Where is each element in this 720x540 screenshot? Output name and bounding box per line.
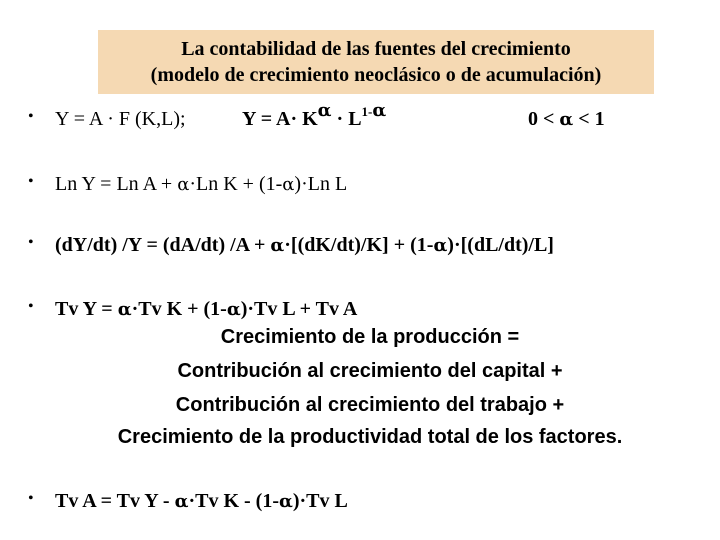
growth-eq-part-1: Tv Y = bbox=[55, 298, 118, 320]
log-eq-part-2: ·Ln K + (1- bbox=[189, 173, 283, 195]
tfp-eq-part-1: Tv A = Tv Y - bbox=[55, 490, 175, 512]
exponent-text: 1- bbox=[361, 104, 373, 119]
tfp-equation bbox=[55, 490, 348, 513]
bullet-2: • bbox=[28, 173, 34, 190]
alpha-symbol: α bbox=[282, 174, 295, 195]
bullet-3: • bbox=[28, 234, 34, 251]
range-left: 0 < bbox=[528, 108, 560, 130]
log-eq-part-1: Ln Y = Ln A + bbox=[55, 173, 178, 195]
growth-eq-part-2: ·Tv K + (1- bbox=[131, 298, 227, 320]
deriv-eq-part-2: ·[(dK/dt)/K] + (1- bbox=[284, 234, 434, 256]
log-equation bbox=[55, 173, 347, 196]
growth-eq-part-3: )·Tv L + Tv A bbox=[240, 298, 358, 320]
production-function: Y = A · F (K,L); bbox=[55, 108, 186, 130]
bullet-4: • bbox=[28, 298, 34, 315]
cobb-douglas-equation bbox=[242, 100, 387, 131]
alpha-symbol: α bbox=[117, 299, 132, 320]
alpha-symbol: α bbox=[559, 109, 574, 130]
alpha-symbol: α bbox=[372, 100, 387, 121]
explanation-line-1: Crecimiento de la producción = bbox=[220, 326, 520, 348]
alpha-symbol: α bbox=[177, 174, 190, 195]
deriv-eq-part-3: )·[(dL/dt)/L] bbox=[447, 234, 554, 256]
title-box bbox=[98, 30, 654, 94]
deriv-eq-part-1: (dY/dt) /Y = (dA/dt) /A + bbox=[55, 234, 271, 256]
cobb-douglas-mid: · L bbox=[331, 108, 362, 130]
explanation-line-3: Contribución al crecimiento del trabajo + bbox=[175, 394, 565, 416]
cobb-douglas-prefix: Y = A· K bbox=[242, 108, 318, 130]
tfp-eq-part-2: ·Tv K - (1- bbox=[188, 490, 279, 512]
range-right: < 1 bbox=[573, 108, 605, 130]
title-line-2: (modelo de crecimiento neoclásico o de acumulación) bbox=[150, 64, 602, 86]
alpha-symbol: α bbox=[278, 491, 293, 512]
tfp-eq-part-3: )·Tv L bbox=[292, 490, 348, 512]
alpha-symbol: α bbox=[433, 235, 448, 256]
title-line-1: La contabilidad de las fuentes del crecimiento bbox=[181, 38, 571, 60]
derivative-equation bbox=[55, 234, 554, 257]
growth-rate-equation bbox=[55, 298, 357, 321]
alpha-symbol: α bbox=[226, 299, 241, 320]
alpha-range bbox=[528, 108, 605, 131]
explanation-line-2: Contribución al crecimiento del capital + bbox=[177, 360, 563, 382]
explanation-line-4: Crecimiento de la productividad total de los factores. bbox=[117, 426, 623, 448]
bullet-5: • bbox=[28, 490, 34, 507]
log-eq-part-3: )·Ln L bbox=[294, 173, 348, 195]
alpha-symbol: α bbox=[317, 100, 332, 121]
alpha-symbol: α bbox=[174, 491, 189, 512]
alpha-symbol: α bbox=[270, 235, 285, 256]
bullet-1: • bbox=[28, 108, 34, 125]
